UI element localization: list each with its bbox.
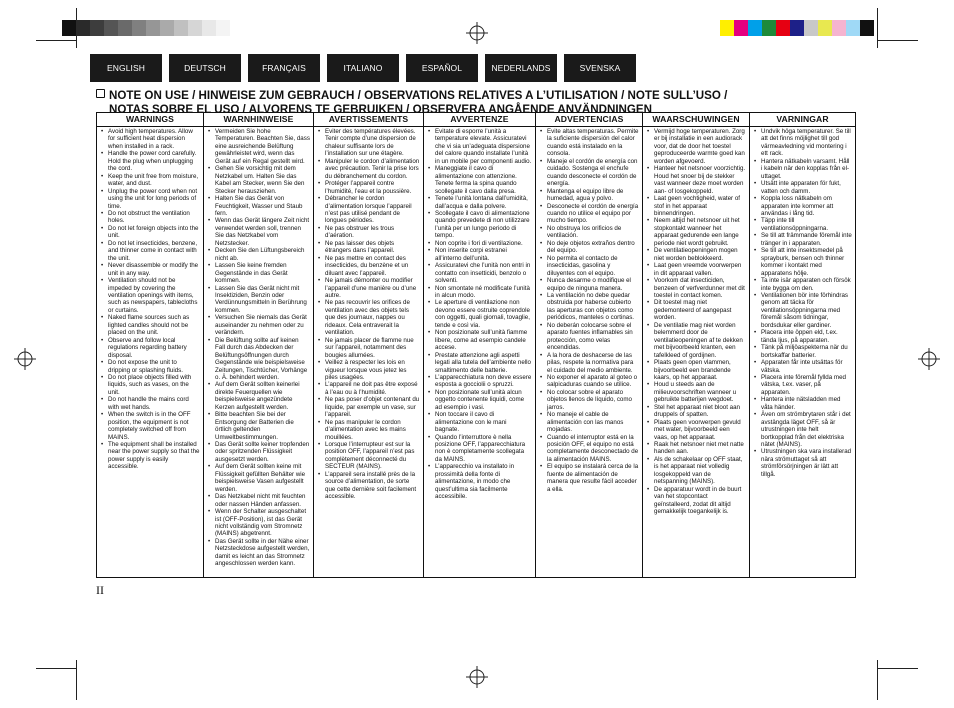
registration-mark-bottom <box>466 666 488 688</box>
warning-item: • Placera inte föremål fyllda med vätska, t.ex. vaser, på apparaten. <box>754 374 852 396</box>
warning-item: • Maneje el cordón de energía con cuidado. Sostenga el enchufe cuando desconecte el cordón de energía. <box>540 158 639 188</box>
tab-deutsch[interactable]: DEUTSCH <box>169 54 241 82</box>
column-heading: VARNINGAR <box>750 113 855 127</box>
warning-item: • Ventilation should not be impeded by covering the ventilation openings with items, such as newspapers, tablecloths or curtains. <box>101 277 200 314</box>
warning-item: • Halten Sie das Gerät von Feuchtigkeit, Wasser und Staub fern. <box>208 195 310 217</box>
warning-item: • Hantera nätkabeln varsamt. Håll i kabeln när den kopplas från el-uttaget. <box>754 158 852 180</box>
warning-item: • La ventilación no debe quedar obstruida por haberse cubierto las aperturas con objetos como periódicos, manteles o cortinas. <box>540 292 639 322</box>
warning-item: • Neem altijd het netsnoer uit het stopkontakt wanneer het apparaat gedurende een lange periode niet wordt gebruikt. <box>647 217 746 247</box>
warning-item: • Placera inte öppen eld, t.ex. tända ljus, på apparaten. <box>754 329 852 344</box>
warning-item: • No permita el contacto de insecticidas, gasolina y diluyentes con el equipo. <box>540 255 639 277</box>
grayscale-color-bar <box>62 20 230 36</box>
warning-item: • Ne pas recouvrir les orifices de ventilation avec des objets tels que des journaux, nappes ou rideaux. Cela entraverait la ventilation. <box>318 299 420 336</box>
warning-item: • Koppla loss nätkabeln om apparaten inte kommer att användas i lång tid. <box>754 195 852 217</box>
warning-item: • De ventilatie mag niet worden belemmerd door de ventilatieopeningen af te dekken met bijvoorbeeld kranten, een tafelkleed of gordijnen. <box>647 322 746 359</box>
warning-item: • Hantera inte nätsladden med våta händer. <box>754 396 852 411</box>
warning-item: • Never disassemble or modify the unit in any way. <box>101 262 200 277</box>
warning-item: • Ne pas poser d’objet contenant du liquide, par exemple un vase, sur l’appareil. <box>318 396 420 418</box>
warning-item: • Le aperture di ventilazione non devono essere ostruite coprendole con oggetti, quali giornali, tovaglie, tende e così via. <box>428 299 532 329</box>
warning-item: • Decken Sie den Lüftungsbereich nicht ab. <box>208 247 310 262</box>
warning-item: • L’apparecchiatura non deve essere esposta a gocciolii o spruzzi. <box>428 374 532 389</box>
warning-item: • Naked flame sources such as lighted candles should not be placed on the unit. <box>101 314 200 336</box>
tab-english[interactable]: ENGLISH <box>90 54 162 82</box>
warning-item: • Débrancher le cordon d’alimentation lorsque l’appareil n’est pas utilisé pendant de longues périodes. <box>318 195 420 225</box>
warning-item: • Non inserite corpi estranei all’interno dell’unità. <box>428 247 532 262</box>
warning-item: • Lassen Sie keine fremden Gegenstände in das Gerät kommen. <box>208 262 310 284</box>
warning-item: • Assicuratevi che l’unità non entri in contatto con insetticidi, benzolo o solventi. <box>428 262 532 284</box>
warning-item: • No deje objetos extraños dentro del equipo. <box>540 240 639 255</box>
warning-item: • Prestate attenzione agli aspetti legati alla tutela dell’ambiente nello smaltimento delle batterie. <box>428 352 532 374</box>
warning-item: • Ne pas manipuler le cordon d’alimentation avec les mains mouillées. <box>318 419 420 441</box>
warning-item: • Evite altas temperaturas. Permite la suficiente dispersión del calor cuando está instalado en la consola. <box>540 128 639 158</box>
warning-item: • When the switch is in the OFF position, the equipment is not completely switched off from MAINS. <box>101 411 200 441</box>
warning-item: • Plaats geen open vlammen, bijvoorbeeld een brandende kaars, op het apparaat. <box>647 359 746 381</box>
warning-item: • Se till att främmande föremål inte tränger in i apparaten. <box>754 232 852 247</box>
warning-item: • Non smontate né modificate l’unità in alcun modo. <box>428 285 532 300</box>
warning-list <box>428 128 532 501</box>
warning-item: • Do not obstruct the ventilation holes. <box>101 210 200 225</box>
warning-item: • Versuchen Sie niemals das Gerät auseinander zu nehmen oder zu verändern. <box>208 314 310 336</box>
column-spanish-advertencias <box>536 113 643 577</box>
warning-item: • Protéger l’appareil contre l’humidité, l’eau et la poussière. <box>318 180 420 195</box>
warning-list <box>208 128 310 568</box>
warning-item: • No colocar sobre el aparato objetos llenos de líquido, como jarros. <box>540 389 639 411</box>
warning-item: • Avoid high temperatures. Allow for sufficient heat dispersion when installed in a rack. <box>101 128 200 150</box>
warning-list <box>540 128 639 493</box>
warning-item: • Lassen Sie das Gerät nicht mit Insektiziden, Benzin oder Verdünnungsmitteln in Berührung kommen. <box>208 285 310 315</box>
warning-item: • L’appareil sera installé près de la source d’alimentation, de sorte que cette dernière soit facilement accessible. <box>318 471 420 501</box>
warning-item: • Se till att inte insektsmedel på sprayburk, bensen och thinner kommer i kontakt med apparatens hölje. <box>754 247 852 277</box>
warning-item: • Do not let insecticides, benzene, and thinner come in contact with the unit. <box>101 240 200 262</box>
column-italian-avvertenze <box>424 113 536 577</box>
warning-item: • Veillez à respecter les lois en vigueur lorsque vous jetez les piles usagées. <box>318 359 420 381</box>
warning-list <box>647 128 746 516</box>
warning-item: • Laat geen vochtigheid, water of stof in het apparaat binnendringen. <box>647 195 746 217</box>
warning-item: • Apparaten får inte utsättas för vätska. <box>754 359 852 374</box>
warning-item: • Ne jamais placer de flamme nue sur l’appareil, notamment des bougies allumées. <box>318 337 420 359</box>
warning-list <box>318 128 420 501</box>
warning-item: • Ne pas obstruer les trous d’aération. <box>318 225 420 240</box>
warning-item: • Laat geen vreemde voorwerpen in dit apparaat vallen. <box>647 262 746 277</box>
warning-item: • Non posizionate sull’unità alcun oggetto contenente liquidi, come ad esempio i vasi. <box>428 389 532 411</box>
warning-item: • Ne pas laisser des objets étrangers dans l’appareil. <box>318 240 420 255</box>
tab-nederlands[interactable]: NEDERLANDS <box>485 54 557 82</box>
column-dutch-waarschuwingen <box>643 113 750 577</box>
warning-item: • L’appareil ne doit pas être exposé à l’eau ou à l’humidité. <box>318 381 420 396</box>
warning-item: • Dit toestel mag niet gedemonteerd of aangepast worden. <box>647 299 746 321</box>
warning-item: • Cuando el interruptor está en la posición OFF, el equipo no está completamente desconectado de la alimentación MAINS. <box>540 434 639 464</box>
warning-item: • Auf dem Gerät sollten keine mit Flüssigkeit gefüllten Behälter wie beispielsweise Vasen aufgestellt werden. <box>208 463 310 493</box>
warning-item: • Stel het apparaat niet bloot aan druppels of spatten. <box>647 404 746 419</box>
page-number: II <box>96 583 104 597</box>
column-heading: WARNHINWEISE <box>204 113 313 127</box>
column-swedish-varningar <box>750 113 855 577</box>
warning-item: • Voorkom dat insecticiden, benzeen of verfverdunner met dit toestel in contact komen. <box>647 277 746 299</box>
warning-item: • Plaats geen voorwerpen gevuld met water, bijvoorbeeld een vaas, op het apparaat. <box>647 419 746 441</box>
warning-item: • Utsätt inte apparaten för fukt, vatten och damm. <box>754 180 852 195</box>
warning-item: • Evitate di esporre l’unità a temperature elevate. Assicuratevi che vi sia un’adeguata dispersione del calore quando installate l’unità in un mobile per componenti audio. <box>428 128 532 165</box>
warning-item: • Ventilationen bör inte förhindras genom att täcka för ventilationsöppningarna med föremål såsom tidningar, bordsdukar eller gardiner. <box>754 292 852 329</box>
warning-item: • Unplug the power cord when not using the unit for long periods of time. <box>101 188 200 210</box>
process-color-bar <box>720 20 874 36</box>
warning-item: • Handle the power cord carefully. Hold the plug when unplugging the cord. <box>101 150 200 172</box>
warning-item: • L’apparecchio va installato in prossimità della fonte di alimentazione, in modo che quest’ultima sia facilmente accessibile. <box>428 463 532 500</box>
registration-mark-left <box>14 348 36 370</box>
warning-item: • Vermijd hoge temperaturen. Zorg er bij installatie in een audiorack voor, dat de door het toestel geproduceerde warmte goed kan worden afgevoerd. <box>647 128 746 165</box>
tab-italiano[interactable]: ITALIANO <box>327 54 399 82</box>
warning-item: • Non coprite i fori di ventilazione. <box>428 240 532 247</box>
warning-item: • A la hora de deshacerse de las pilas, respete la normativa para el cuidado del medio ambiente. <box>540 352 639 374</box>
warning-item: • Raak het netsnoer niet met natte handen aan. <box>647 441 746 456</box>
column-english-warnings <box>97 113 204 577</box>
warning-item: • The equipment shall be installed near the power supply so that the power supply is easily accessible. <box>101 441 200 471</box>
warning-item: • Mantenga el equipo libre de humedad, agua y polvo. <box>540 188 639 203</box>
column-french-avertissements <box>314 113 424 577</box>
warning-item: • Keep the unit free from moisture, water, and dust. <box>101 173 200 188</box>
warning-item: • Tänk på miljöaspekterna när du bortskaffar batterier. <box>754 344 852 359</box>
warning-item: • Nunca desarme o modifique el equipo de ninguna manera. <box>540 277 639 292</box>
registration-mark-right <box>918 348 940 370</box>
warning-item: • Quando l’interruttore è nella posizione OFF, l’apparecchiatura non è completamente scollegata da MAINS. <box>428 434 532 464</box>
warning-item: • Lorsque l’interrupteur est sur la position OFF, l’appareil n’est pas complètement déconnecté du SECTEUR (MAINS). <box>318 441 420 471</box>
warning-item: • Do not expose the unit to dripping or splashing fluids. <box>101 359 200 374</box>
warning-item: • Vermeiden Sie hohe Temperaturen. Beachten Sie, dass eine ausreichende Belüftung gewährleistet wird, wenn das Gerät auf ein Regal gestellt wird. <box>208 128 310 165</box>
warning-item: • Wenn das Gerät längere Zeit nicht verwendet werden soll, trennen Sie das Netzkabel vom Netzstecker. <box>208 217 310 247</box>
warning-item: • Do not place objects filled with liquids, such as vases, on the unit. <box>101 374 200 396</box>
warning-item: • Maneggiate il cavo di alimentazione con attenzione. Tenete ferma la spina quando scollegate il cavo dalla presa. <box>428 165 532 195</box>
tab-svenska[interactable]: SVENSKA <box>564 54 636 82</box>
column-heading: WARNINGS <box>97 113 203 127</box>
warning-item: • Das Gerät sollte in der Nähe einer Netzsteckdose aufgestellt werden, damit es leicht an das Stromnetz angeschlossen werden kann. <box>208 538 310 568</box>
warning-item: • Undvik höga temperaturer. Se till att det finns möjlighet till god värmeavledning vid montering i ett rack. <box>754 128 852 158</box>
warning-item: • Manipuler le cordon d’alimentation avec précaution. Tenir la prise lors du débranchement du cordon. <box>318 158 420 180</box>
warning-item: • Gehen Sie vorsichtig mit dem Netzkabel um. Halten Sie das Kabel am Stecker, wenn Sie den Stecker herausziehen. <box>208 165 310 195</box>
warning-item: • Täpp inte till ventilationsöppningarna. <box>754 217 852 232</box>
warning-list <box>754 128 852 478</box>
warning-item: • Ne pas mettre en contact des insecticides, du benzène et un diluant avec l’appareil. <box>318 255 420 277</box>
warning-item: • Ne jamais démonter ou modifier l’appareil d’une manière ou d’une autre. <box>318 277 420 299</box>
warning-item: • Hanteer het netsnoer voorzichtig. Houd het snoer bij de stekker vast wanneer deze moet worden aan- of losgekoppeld. <box>647 165 746 195</box>
warning-item: • Utrustningen ska vara installerad nära strömuttaget så att strömförsörjningen är lätt att tillgå. <box>754 448 852 478</box>
column-heading: AVERTISSEMENTS <box>314 113 423 127</box>
warning-item: • Die Belüftung sollte auf keinen Fall durch das Abdecken der Belüftungsöffnungen durch Gegenstände wie beispielsweise Zeitungen, Tischtücher, Vorhänge o. Ä. behindert werden. <box>208 337 310 382</box>
title-line-1: NOTE ON USE / HINWEISE ZUM GEBRAUCH / OBSERVATIONS RELATIVES A L’UTILISATION / NOTE SULL’USO / <box>109 89 728 102</box>
warning-item: • Do not handle the mains cord with wet hands. <box>101 396 200 411</box>
column-heading: WAARSCHUWINGEN <box>643 113 749 127</box>
warning-item: • No maneje el cable de alimentación con las manos mojadas. <box>540 411 639 433</box>
column-heading: AVVERTENZE <box>424 113 535 127</box>
tab-francais[interactable]: FRANÇAIS <box>248 54 320 82</box>
warning-item: • No exponer el aparato al goteo o salpicaduras cuando se utilice. <box>540 374 639 389</box>
warning-item: • Desconecte el cordón de energía cuando no utilice el equipo por mucho tiempo. <box>540 203 639 225</box>
warning-item: • Även om strömbrytaren står i det avstängda läget OFF, så är utrustningen inte helt bortkopplad från det elektriska nätet (MAINS). <box>754 411 852 448</box>
warning-item: • No obstruya los orificios de ventilación. <box>540 225 639 240</box>
warning-item: • Eviter des températures élevées. Tenir compte d’une dispersion de chaleur suffisante lors de l’installation sur une étagère. <box>318 128 420 158</box>
warning-item: • Das Gerät sollte keiner tropfenden oder spritzenden Flüssigkeit ausgesetzt werden. <box>208 441 310 463</box>
tab-espanol[interactable]: ESPAÑOL <box>406 54 478 82</box>
warning-item: • Das Netzkabel nicht mit feuchten oder nassen Händen anfassen. <box>208 493 310 508</box>
column-heading: ADVERTENCIAS <box>536 113 642 127</box>
warning-item: • Wenn der Schalter ausgeschaltet ist (OFF-Position), ist das Gerät nicht vollständig vom Stromnetz (MAINS) abgetrennt. <box>208 508 310 538</box>
registration-mark-top <box>466 22 488 44</box>
warning-item: • Als de schakelaar op OFF staat, is het apparaat niet volledig losgekoppeld van de netspanning (MAINS). <box>647 456 746 486</box>
language-tab-bar <box>90 54 850 82</box>
warning-list <box>101 128 200 471</box>
warnings-table <box>96 112 856 578</box>
warning-item: • Houd u steeds aan de milieuvoorschriften wanneer u gebruikte batterijen wegdoet. <box>647 381 746 403</box>
warning-item: • Observe and follow local regulations regarding battery disposal. <box>101 337 200 359</box>
warning-item: • Non posizionate sull’unità fiamme libere, come ad esempio candele accese. <box>428 329 532 351</box>
warning-item: • Non toccare il cavo di alimentazione con le mani bagnate. <box>428 411 532 433</box>
warning-item: • Scollegate il cavo di alimentazione quando prevedete di non utilizzare l’unità per un lungo periodo di tempo. <box>428 210 532 240</box>
warning-item: • Do not let foreign objects into the unit. <box>101 225 200 240</box>
warning-item: • De ventilatieopeningen mogen niet worden beblokkeerd. <box>647 247 746 262</box>
warning-item: • El equipo se instalará cerca de la fuente de alimentación de manera que resulte fácil acceder a ella. <box>540 463 639 493</box>
column-german-warnhinweise <box>204 113 314 577</box>
warning-item: • Bitte beachten Sie bei der Entsorgung der Batterien die örtlich geltenden Umweltbestimmungen. <box>208 411 310 441</box>
warning-item: • Auf dem Gerät sollten keinerlei direkte Feuerquellen wie beispielsweise angezündete Kerzen aufgestellt werden. <box>208 381 310 411</box>
title-line-2: NOTAS SOBRE EL USO / ALVORENS TE GEBRUIKEN / OBSERVERA ANGÅENDE ANVÄNDNINGEN <box>109 102 653 116</box>
warning-item: • Ta inte isär apparaten och försök inte bygga om den. <box>754 277 852 292</box>
checkbox-icon <box>96 89 105 98</box>
warning-item: • Tenete l’unità lontana dall’umidità, dall’acqua e dalla polvere. <box>428 195 532 210</box>
warning-item: • No deberán colocarse sobre el aparato fuentes inflamables sin protección, como velas encendidas. <box>540 322 639 352</box>
warning-item: • De apparatuur wordt in de buurt van het stopcontact geïnstalleerd, zodat dit altijd gemakkelijk toegankelijk is. <box>647 486 746 516</box>
